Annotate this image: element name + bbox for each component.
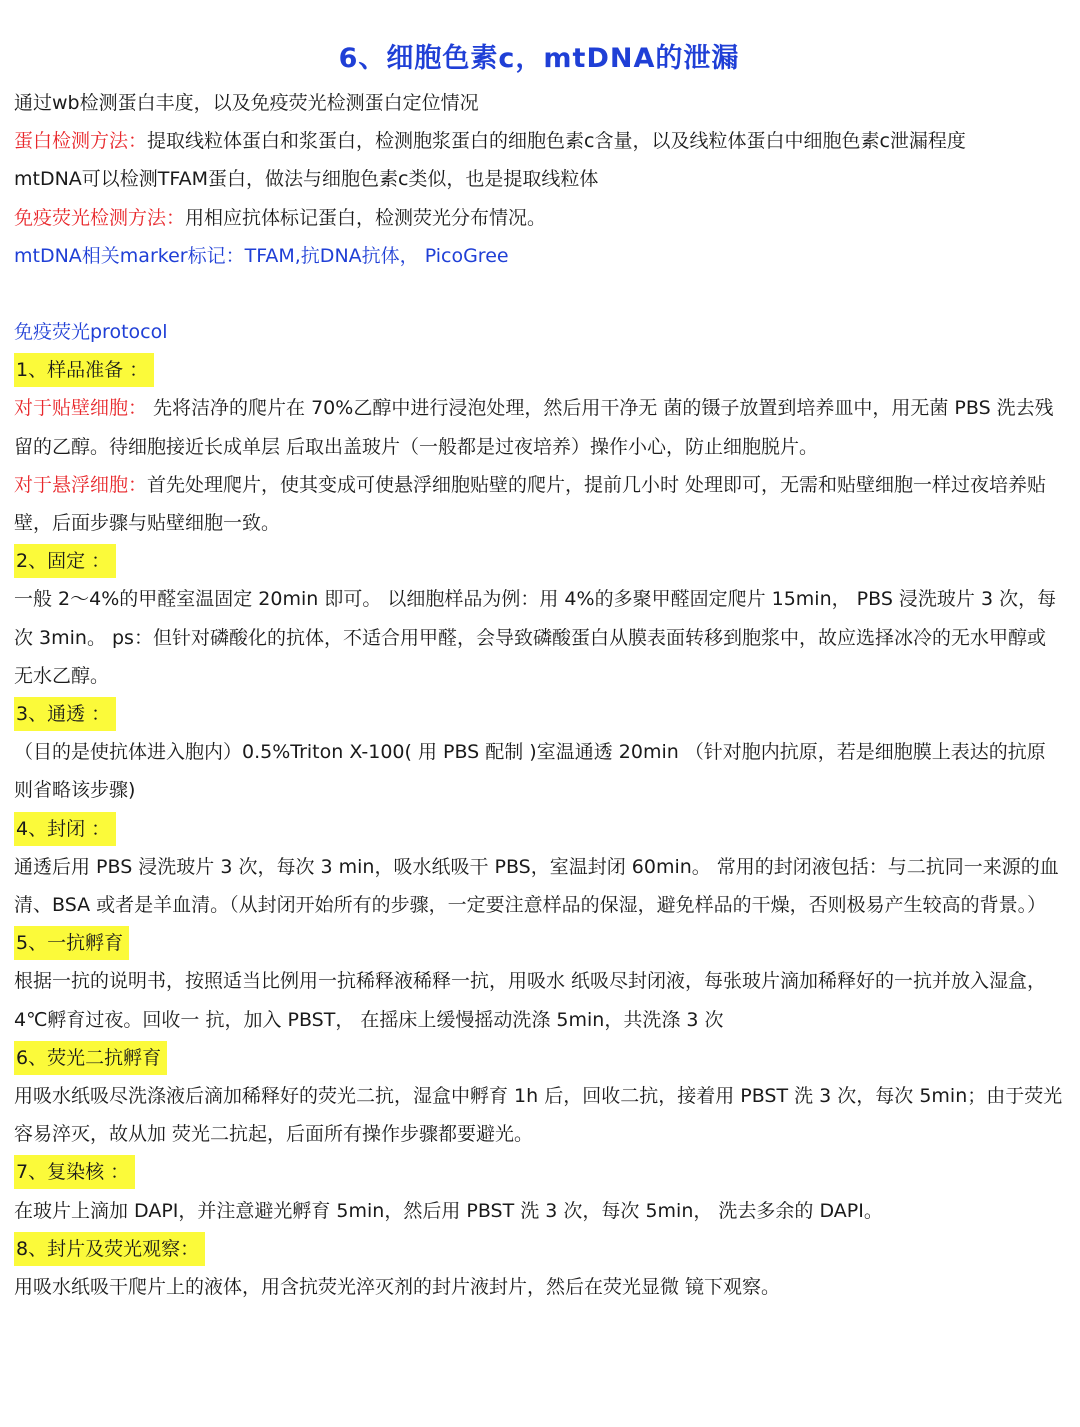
step-6 bbox=[14, 1039, 1064, 1154]
if-method-label: 免疫荧光检测方法： bbox=[14, 206, 186, 229]
protein-method-text: 提取线粒体蛋白和浆蛋白，检测胞浆蛋白的细胞色素c含量，以及线粒体蛋白中细胞色素c泄漏程度 bbox=[147, 130, 966, 153]
step-heading: 5、一抗孵育 bbox=[14, 926, 129, 960]
marker-line: mtDNA相关marker标记：TFAM,抗DNA抗体， PicoGree bbox=[14, 244, 509, 267]
step-paragraph bbox=[14, 466, 1064, 542]
step-heading: 2、固定 ： bbox=[14, 544, 116, 578]
step-heading: 6、荧光二抗孵育 bbox=[14, 1041, 167, 1075]
step-paragraph: 通透后用 PBS 浸洗玻片 3 次，每次 3 min，吸水纸吸干 PBS，室温封闭 60min。 常用的封闭液包括：与二抗同一来源的血清、BSA 或者是羊血清。（从封闭开始所有的步骤，一定要注意样品的保湿，避免样品的干燥，否则极易产生较高的背景。） bbox=[14, 855, 1059, 917]
protein-method-paragraph bbox=[14, 122, 1064, 160]
step-heading: 3、通透 ： bbox=[14, 697, 116, 731]
paragraph-label: 对于贴壁细胞： bbox=[14, 397, 148, 420]
step-heading: 1、样品准备 ： bbox=[14, 353, 154, 387]
protocol-heading: 免疫荧光protocol bbox=[14, 321, 168, 344]
step-heading: 4、封闭 ： bbox=[14, 812, 116, 846]
page-title: 6、细胞色素c，mtDNA的泄漏 bbox=[338, 43, 740, 74]
paragraph-text: 首先处理爬片，使其变成可使悬浮细胞贴壁的爬片，提前几小时 处理即可，无需和贴壁细胞一样过夜培养贴壁，后面步骤与贴壁细胞一致。 bbox=[14, 473, 1047, 535]
intro-line: 通过wb检测蛋白丰度，以及免疫荧光检测蛋白定位情况 bbox=[14, 92, 479, 114]
if-method-paragraph bbox=[14, 199, 1064, 237]
step-paragraph: 在玻片上滴加 DAPI，并注意避光孵育 5min，然后用 PBST 洗 3 次，每次 5min， 洗去多余的 DAPI。 bbox=[14, 1199, 883, 1222]
step-heading: 8、封片及荧光观察： bbox=[14, 1232, 205, 1266]
step-4 bbox=[14, 810, 1064, 925]
step-1 bbox=[14, 351, 1064, 542]
step-8 bbox=[14, 1230, 1064, 1306]
step-7 bbox=[14, 1153, 1064, 1229]
step-paragraph: 一般 2～4%的甲醛室温固定 20min 即可。 以细胞样品为例：用 4%的多聚甲醛固定爬片 15min， PBS 浸洗玻片 3 次，每 次 3min。 ps：但针对磷酸化的抗体，不适合用甲醛，会导致磷酸蛋白从膜表面转移到胞浆中，故应选择冰冷的无水甲醇或无水乙醇。 bbox=[14, 588, 1057, 687]
step-paragraph: 用吸水纸吸尽洗涤液后滴加稀释好的荧光二抗，湿盒中孵育 1h 后，回收二抗，接着用 PBST 洗 3 次，每次 5min；由于荧光容易淬灭，故从加 荧光二抗起，后面所有操作步骤都要避光。 bbox=[14, 1085, 1063, 1146]
paragraph-text: 先将洁净的爬片在 70%乙醇中进行浸泡处理，然后用干净无 菌的镊子放置到培养皿中，用无菌 PBS 洗去残留的乙醇。待细胞接近长成单层 后取出盖玻片（一般都是过夜培养）操作小心，防止细胞脱片。 bbox=[14, 397, 1054, 458]
if-method-text: 用相应抗体标记蛋白，检测荧光分布情况。 bbox=[185, 206, 547, 229]
step-paragraph bbox=[14, 389, 1064, 465]
step-5 bbox=[14, 924, 1064, 1039]
step-2 bbox=[14, 542, 1064, 695]
step-paragraph: 用吸水纸吸干爬片上的液体，用含抗荧光淬灭剂的封片液封片，然后在荧光显微 镜下观察。 bbox=[14, 1276, 781, 1299]
mtdna-line: mtDNA可以检测TFAM蛋白，做法与细胞色素c类似，也是提取线粒体 bbox=[14, 168, 599, 191]
step-paragraph: （目的是使抗体进入胞内）0.5%Triton X-100( 用 PBS 配制 )室温通透 20min （针对胞内抗原，若是细胞膜上表达的抗原则省略该步骤) bbox=[14, 741, 1046, 802]
paragraph-label: 对于悬浮细胞： bbox=[14, 473, 148, 496]
step-3 bbox=[14, 695, 1064, 810]
spacer bbox=[14, 275, 1064, 313]
protein-method-label: 蛋白检测方法： bbox=[14, 130, 148, 153]
step-heading: 7、复染核 ： bbox=[14, 1155, 135, 1189]
step-paragraph: 根据一抗的说明书，按照适当比例用一抗稀释液稀释一抗，用吸水 纸吸尽封闭液，每张玻片滴加稀释好的一抗并放入湿盒， 4℃孵育过夜。回收一 抗，加入 PBST， 在摇床上缓慢摇动洗涤 5min，共洗涤 3 次 bbox=[14, 970, 1047, 1031]
